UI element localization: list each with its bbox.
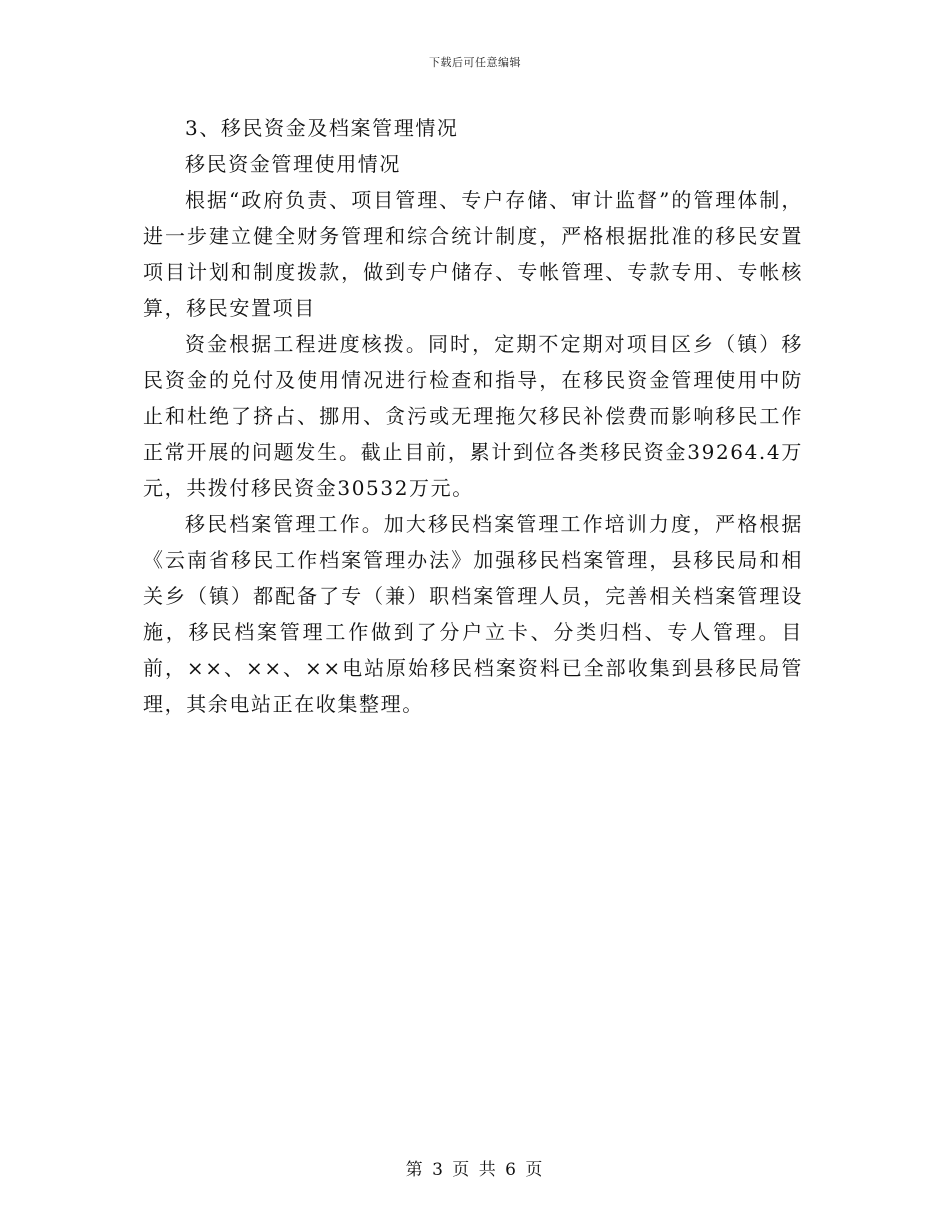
page-header: 下载后可任意编辑 (429, 56, 521, 69)
document-body (143, 110, 803, 722)
subheading: 移民资金管理使用情况 (185, 152, 401, 176)
page-number: 第 3 页 共 6 页 (405, 1160, 545, 1180)
paragraph-fund-allocation: 资金根据工程进度核拨。同时，定期不定期对项目区乡（镇）移民资金的兑付及使用情况进行检查和指导，在移民资金管理使用中防止和杜绝了挤占、挪用、贪污或无理拖欠移民补偿费而影响移民工作正常开展的问题发生。截止目前，累计到位各类移民资金39264.4万元，共拨付移民资金30532万元。 (143, 332, 803, 500)
paragraph-archive-management: 移民档案管理工作。加大移民档案管理工作培训力度，严格根据《云南省移民工作档案管理办法》加强移民档案管理，县移民局和相关乡（镇）都配备了专（兼）职档案管理人员，完善相关档案管理设施，移民档案管理工作做到了分户立卡、分类归档、专人管理。目前，××、××、××电站原始移民档案资料已全部收集到县移民局管理，其余电站正在收集整理。 (143, 512, 803, 716)
paragraph-management-system: 根据“政府负责、项目管理、专户存储、审计监督”的管理体制，进一步建立健全财务管理和综合统计制度，严格根据批准的移民安置项目计划和制度拨款，做到专户储存、专帐管理、专款专用、专帐核算，移民安置项目 (143, 188, 803, 320)
section-heading: 3、移民资金及档案管理情况 (185, 116, 459, 140)
